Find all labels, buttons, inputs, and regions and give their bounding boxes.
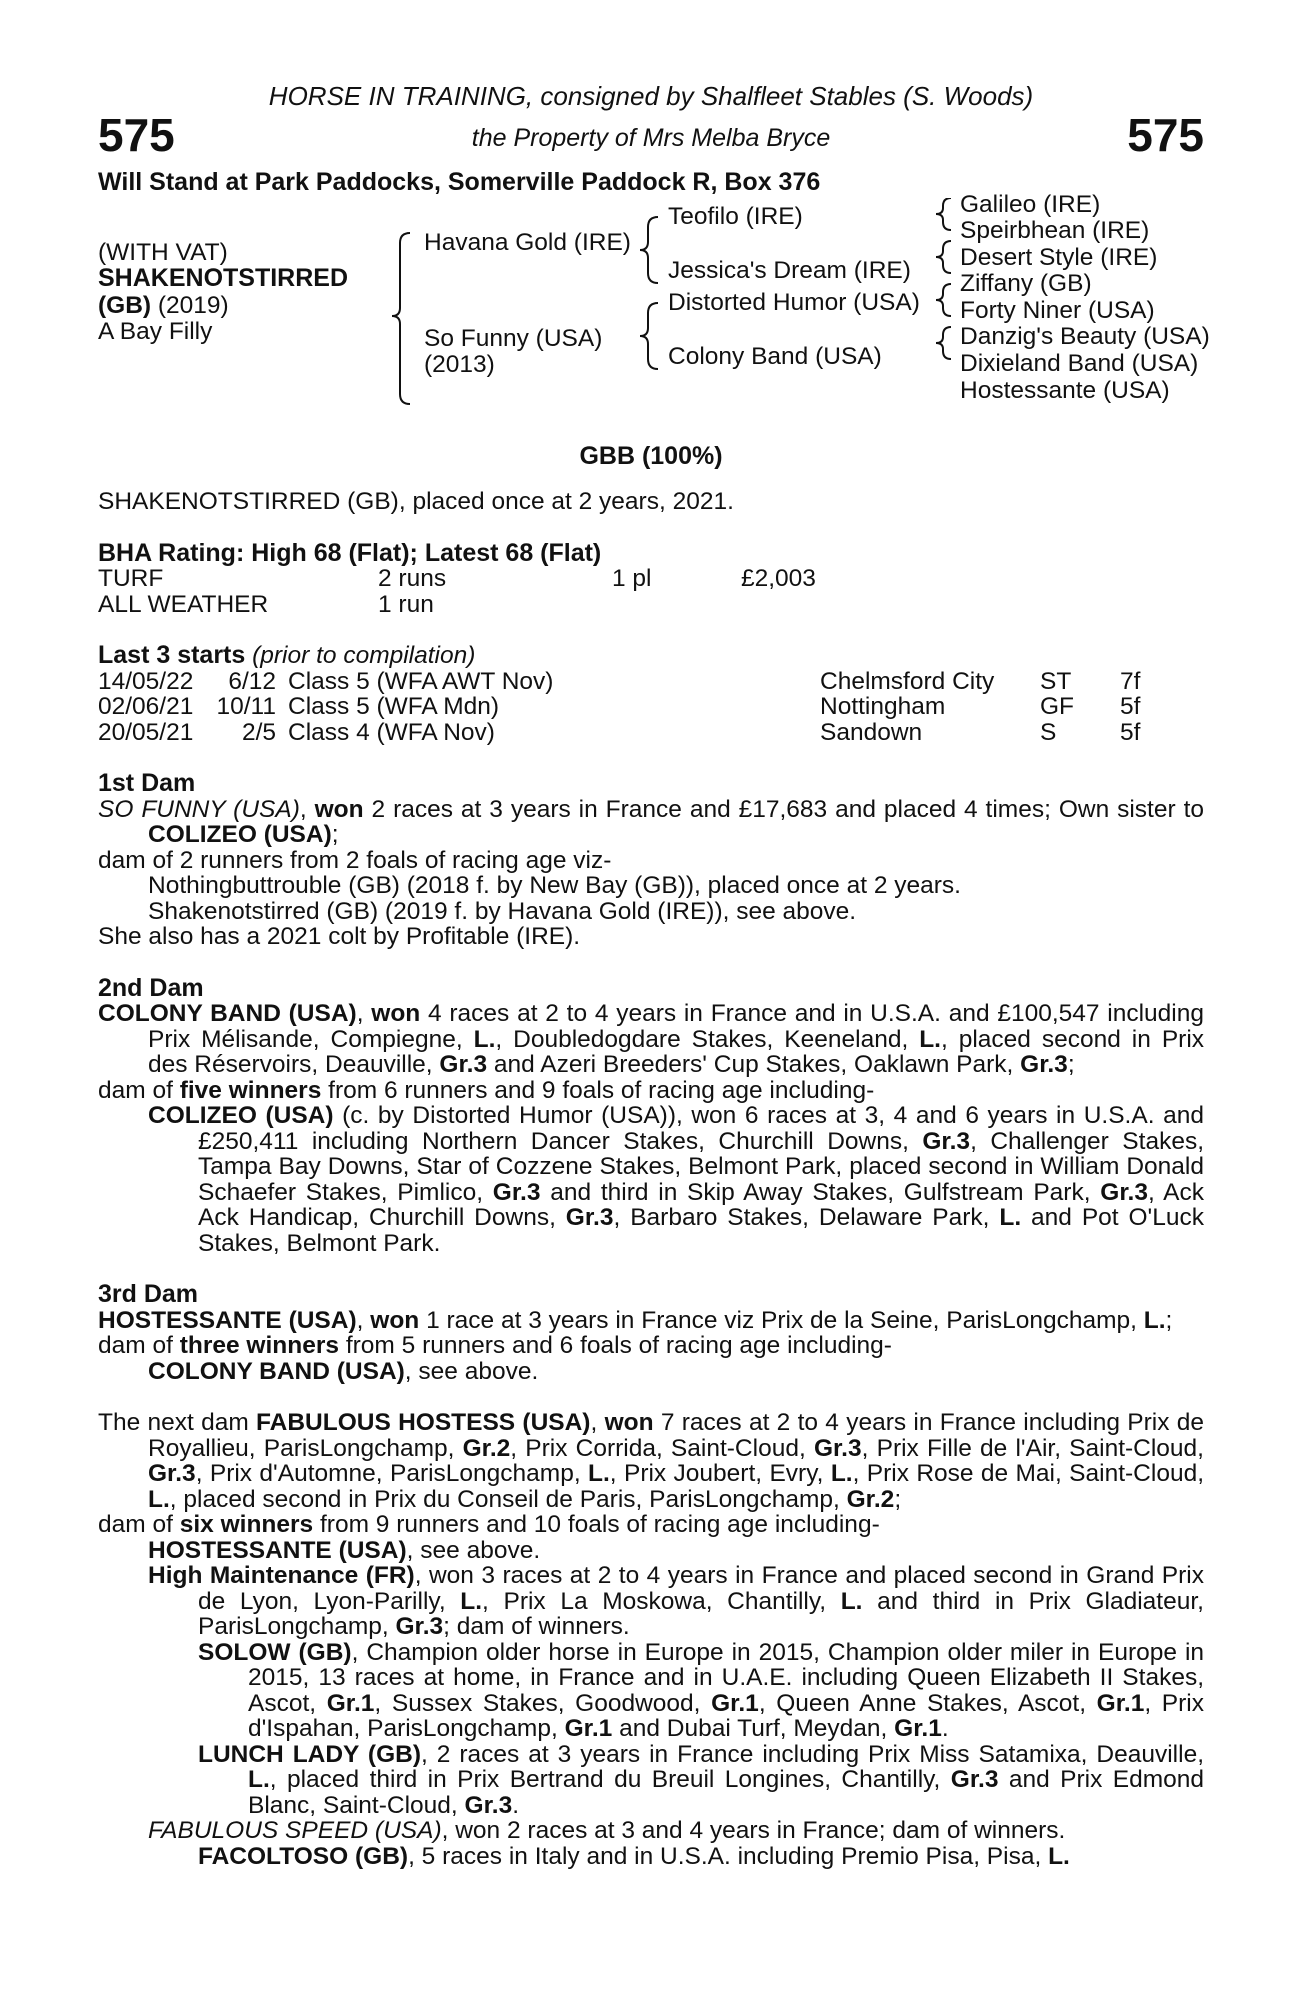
lot-header (98, 78, 1204, 161)
record-text: 4 races at 2 to 4 years in France and in U.S.A. and £100,547 including Prix Mélisande, Compiegne, (148, 1000, 1204, 1053)
progeny-name: FABULOUS SPEED (USA) (148, 1817, 442, 1844)
rating-surface: ALL WEATHER (98, 590, 269, 618)
grade-L: L. (1143, 1306, 1166, 1334)
colizeo-record (98, 1103, 1204, 1256)
record-text: ; dam of winners. (443, 1613, 630, 1640)
grade-3: Gr.3 (1020, 1051, 1068, 1078)
foals-text: from 5 runners and 6 foals of racing age including- (339, 1332, 892, 1359)
record-text: and third in Skip Away Stakes, Gulfstream Park, (540, 1178, 1101, 1206)
start-date: 20/05/21 (98, 718, 194, 746)
third-dam-heading: 3rd Dam (98, 1280, 199, 1308)
winners-count: six winners (179, 1511, 314, 1538)
horse-year: (2019) (157, 291, 229, 319)
start-date: 02/06/21 (98, 693, 194, 720)
grade-L: L. (999, 1204, 1022, 1231)
record-text: , Sussex Stakes, Goodwood, (374, 1689, 712, 1717)
record-text: , Prix Corrida, Saint-Cloud, (510, 1434, 814, 1462)
start-position: 10/11 (216, 693, 276, 720)
record-text: , won 2 races at 3 and 4 years in France; dam of winners. (441, 1817, 1066, 1844)
foals-text: from 9 runners and 10 foals of racing age including- (313, 1511, 880, 1538)
progeny-name: LUNCH LADY (GB) (198, 1740, 421, 1768)
sister-name: COLIZEO (USA) (148, 821, 332, 848)
grandparent-6: Danzig's Beauty (USA) (960, 322, 1210, 350)
progeny-name: SOLOW (GB) (198, 1638, 352, 1666)
first-dam-text: 2 races at 3 years in France and £17,683 and placed 4 times; Own sister to (363, 795, 1204, 823)
start-race: Class 5 (WFA Mdn) (288, 693, 500, 720)
next-dam-progeny-hostessante (98, 1538, 1204, 1564)
won-label: won (371, 1000, 421, 1027)
winners-count: five winners (179, 1076, 322, 1104)
progeny-name: High Maintenance (FR) (148, 1562, 415, 1589)
third-dam-progeny (98, 1359, 1204, 1385)
dam-dam: Colony Band (USA) (668, 342, 882, 370)
record-text: , Challenger Stakes, Tampa Bay Downs, Star of Cozzene Stakes, Belmont Park, placed second in William Donald Schaefer Stakes, Pimlico, (198, 1127, 1205, 1206)
rating-row (98, 592, 1204, 618)
record-text: , see above. (406, 1536, 541, 1564)
record-text: , Prix Fille de l'Air, Saint-Cloud, (861, 1434, 1204, 1462)
grade-L: L. (840, 1587, 863, 1615)
high-maintenance-record (98, 1563, 1204, 1640)
second-dam-foals (98, 1078, 1204, 1104)
record-text: , Ack Ack Handicap, Churchill Downs, (198, 1178, 1205, 1231)
next-dam-intro: The next dam (98, 1409, 257, 1436)
horse-name: SHAKENOTSTIRRED (98, 263, 349, 292)
grade-1: Gr.1 (564, 1715, 613, 1742)
gbb-rating: GBB (100%) (579, 441, 723, 470)
horse-country-year (98, 293, 229, 319)
sire-dam: Jessica's Dream (IRE) (668, 256, 911, 284)
record-text: , won 3 races at 2 to 4 years in France and placed second in Grand Prix de Lyon, Lyon-Parilly, (198, 1562, 1204, 1615)
start-distance: 5f (1120, 718, 1141, 746)
rating-row (98, 566, 1204, 592)
third-dam-name: HOSTESSANTE (USA) (98, 1306, 357, 1334)
grade-3: Gr.3 (950, 1766, 999, 1793)
grade-3: Gr.3 (439, 1051, 488, 1078)
horse-description: A Bay Filly (98, 317, 213, 345)
grade-L: L. (248, 1766, 270, 1793)
record-text: , Barbaro Stakes, Delaware Park, (613, 1204, 1000, 1231)
record-text: , Prix La Moskowa, Chantilly, (482, 1587, 841, 1615)
start-race: Class 4 (WFA Nov) (288, 718, 495, 746)
record-text: 7 races at 2 to 4 years in France including Prix de Royallieu, ParisLongchamp, (148, 1409, 1204, 1462)
grade-3: Gr.3 (813, 1434, 862, 1462)
record-text: 1 race at 3 years in France viz Prix de la Seine, ParisLongchamp, (419, 1306, 1144, 1334)
lot-number-right: 575 (1127, 109, 1204, 161)
record-text: ; (894, 1485, 902, 1513)
dam-of-label: dam of (98, 1332, 180, 1359)
rating-surface: TURF (98, 565, 164, 592)
record-text: , Prix d'Automne, ParisLongchamp, (195, 1460, 589, 1487)
dam-of-label: dam of (98, 1511, 180, 1538)
progeny-name: COLONY BAND (USA) (148, 1357, 405, 1385)
start-going: S (1040, 718, 1057, 746)
also-has-note: She also has a 2021 colt by Profitable (IRE). (98, 923, 581, 950)
grade-3: Gr.3 (492, 1178, 541, 1206)
grandparent-8: Hostessante (USA) (960, 376, 1170, 404)
dam-sire: Distorted Humor (USA) (668, 288, 920, 316)
record-text: , Queen Anne Stakes, Ascot, (758, 1689, 1097, 1717)
lot-number-left: 575 (98, 109, 175, 161)
grade-L: L. (473, 1025, 496, 1053)
grade-3: Gr.3 (464, 1791, 513, 1819)
consignor-line: HORSE IN TRAINING, consigned by Shalfleet Stables (S. Woods) (268, 81, 1034, 111)
winners-count: three winners (179, 1332, 340, 1359)
record-text: (c. by Distorted Humor (USA)), won 6 races at 3, 4 and 6 years in U.S.A. and £250,411 including Northern Dancer Stakes, Churchill Downs, (198, 1102, 1204, 1155)
grandparent-7: Dixieland Band (USA) (960, 349, 1199, 377)
progeny-name: HOSTESSANTE (USA) (148, 1536, 407, 1564)
start-date: 14/05/22 (98, 667, 194, 695)
grade-3: Gr.3 (395, 1613, 444, 1640)
start-row (98, 669, 1204, 695)
start-position: 6/12 (228, 667, 276, 695)
next-dam-foals (98, 1512, 1204, 1538)
record-text: , Prix Rose de Mai, Saint-Cloud, (852, 1460, 1205, 1487)
sire: Havana Gold (IRE) (424, 228, 631, 256)
record-text: , Prix Joubert, Evry, (609, 1460, 831, 1487)
start-row (98, 694, 1204, 720)
start-going: GF (1040, 693, 1075, 720)
record-text: , Doubledogdare Stakes, Keeneland, (495, 1025, 920, 1053)
record-text: and Azeri Breeders' Cup Stakes, Oaklawn Park, (487, 1051, 1021, 1078)
second-dam-record: COLONY BAND (USA), won 4 races at 2 to 4 years in France and in U.S.A. and £100,547 including Prix Mélisande, Compiegne, L., Doubledogdare Stakes, Keeneland, L., placed second in Prix des Réservoirs, Deauville, Gr.3 and Azeri Breeders' Cup Stakes, Oaklawn Park, Gr.3; (98, 1000, 1205, 1078)
grandparent-1: Galileo (IRE) (960, 190, 1101, 218)
stand-location: Will Stand at Park Paddocks, Somerville Paddock R, Box 376 (98, 168, 821, 196)
horse-country: (GB) (98, 291, 152, 319)
second-dam-heading: 2nd Dam (98, 973, 204, 1002)
record-text: . (941, 1715, 949, 1742)
grade-1: Gr.1 (1096, 1689, 1145, 1717)
grade-3: Gr.3 (922, 1127, 971, 1155)
foals-text: from 6 runners and 9 foals of racing age including- (321, 1076, 875, 1104)
won-label: won (314, 795, 364, 823)
first-dam-foals: dam of 2 runners from 2 foals of racing age viz- (98, 846, 612, 874)
won-label: won (370, 1306, 420, 1334)
start-row (98, 720, 1204, 746)
grandparent-3: Desert Style (IRE) (960, 243, 1158, 271)
race-summary: SHAKENOTSTIRRED (GB), placed once at 2 years, 2021. (98, 488, 734, 515)
grade-L: L. (460, 1587, 483, 1615)
grade-3: Gr.3 (1100, 1178, 1148, 1206)
rating-runs: 1 run (378, 590, 434, 618)
second-dam-name: COLONY BAND (USA) (98, 1000, 357, 1027)
grade-L: L. (830, 1460, 853, 1487)
sire-sire: Teofilo (IRE) (668, 202, 803, 230)
start-position: 2/5 (241, 718, 276, 746)
grade-L: L. (588, 1460, 610, 1487)
record-text: and Dubai Turf, Meydan, (612, 1715, 895, 1742)
catalogue-page (98, 78, 1210, 1870)
grade-3: Gr.3 (565, 1204, 614, 1231)
record-text: , Prix d'Ispahan, ParisLongchamp, (248, 1689, 1204, 1742)
progeny-item: Shakenotstirred (GB) (2019 f. by Havana Gold (IRE)), see above. (148, 897, 857, 925)
last-starts-note: (prior to compilation) (252, 642, 476, 669)
grade-2: Gr.2 (846, 1485, 895, 1513)
pedigree-table (98, 190, 1210, 434)
first-dam-text-end: ; (331, 821, 339, 848)
last-starts-heading (98, 643, 1204, 669)
next-dam-name: FABULOUS HOSTESS (USA) (256, 1409, 591, 1436)
record-text: , placed third in Prix Bertrand du Breuil Longines, Chantilly, (269, 1766, 951, 1793)
fabulous-speed-record (98, 1818, 1204, 1844)
record-text: , 2 races at 3 years in France including Prix Miss Satamixa, Deauville, (421, 1740, 1204, 1768)
property-line: the Property of Mrs Melba Bryce (471, 124, 831, 152)
grade-3: Gr.3 (148, 1460, 196, 1487)
record-text: and Prix Edmond Blanc, Saint-Cloud, (248, 1766, 1204, 1819)
won-label: won (604, 1409, 654, 1436)
first-dam-record: SO FUNNY (USA), won 2 races at 3 years in France and £17,683 and placed 4 times; Own sister to COLIZEO (USA); (98, 795, 1204, 848)
record-text: , see above. (404, 1357, 539, 1385)
rating-runs: 2 runs (378, 565, 447, 592)
dam: So Funny (USA) (424, 324, 603, 352)
solow-record (98, 1640, 1204, 1742)
start-course: Chelmsford City (820, 667, 995, 695)
record-text: and third in Prix Gladiateur, ParisLongchamp, (198, 1587, 1204, 1640)
progeny-item: Nothingbuttrouble (GB) (2018 f. by New Bay (GB)), placed once at 2 years. (148, 872, 961, 899)
grade-1: Gr.1 (326, 1689, 375, 1717)
start-distance: 7f (1120, 667, 1141, 695)
record-text: , Champion older horse in Europe in 2015, Champion older miler in Europe in 2015, 13 races at home, in France and in U.A.E. including Queen Elizabeth II Stakes, Ascot, (248, 1638, 1205, 1717)
grade-1: Gr.1 (711, 1689, 759, 1717)
grade-1: Gr.1 (894, 1715, 942, 1742)
first-dam-heading: 1st Dam (98, 769, 196, 797)
record-text: . (512, 1791, 520, 1819)
colizeo-name: COLIZEO (USA) (148, 1102, 334, 1129)
grandparent-4: Ziffany (GB) (960, 269, 1092, 297)
bha-rating-heading: BHA Rating: High 68 (Flat); Latest 68 (Flat) (98, 538, 602, 567)
grandparent-5: Forty Niner (USA) (960, 296, 1155, 324)
record-text: , placed second in Prix du Conseil de Paris, ParisLongchamp, (169, 1485, 847, 1513)
progeny-name: FACOLTOSO (GB) (198, 1842, 409, 1870)
grade-L: L. (1048, 1842, 1070, 1870)
rating-placed: 1 pl (612, 565, 652, 592)
third-dam-foals (98, 1333, 1204, 1359)
start-distance: 5f (1120, 693, 1141, 720)
vat-note: (WITH VAT) (98, 238, 228, 266)
last-starts-title: Last 3 starts (98, 641, 246, 669)
start-course: Nottingham (820, 693, 946, 720)
dam-year: (2013) (424, 350, 495, 378)
record-text: , placed second in Prix des Réservoirs, Deauville, (148, 1025, 1205, 1078)
lunch-lady-record (98, 1742, 1204, 1819)
dam-of-label: dam of (98, 1076, 180, 1104)
record-text: ; (1067, 1051, 1075, 1078)
grade-L: L. (148, 1485, 170, 1513)
grandparent-2: Speirbhean (IRE) (960, 216, 1150, 244)
start-race: Class 5 (WFA AWT Nov) (288, 667, 554, 695)
facoltoso-record (98, 1844, 1204, 1870)
record-text: and Pot O'Luck Stakes, Belmont Park. (198, 1204, 1204, 1257)
rating-prize: £2,003 (741, 565, 816, 592)
first-dam-name: SO FUNNY (USA) (98, 795, 300, 823)
grade-L: L. (919, 1025, 941, 1053)
next-dam-record: The next dam FABULOUS HOSTESS (USA), won 7 races at 2 to 4 years in France including Prix de Royallieu, ParisLongchamp, Gr.2, Prix Corrida, Saint-Cloud, Gr.3, Prix Fille de l'Air, Saint-Cloud, Gr.3, Prix d'Automne, ParisLongchamp, L., Prix Joubert, Evry, L., Prix Rose de Mai, Saint-Cloud, L., placed second in Prix du Conseil de Paris, ParisLongchamp, Gr.2; (98, 1409, 1205, 1513)
third-dam-record: HOSTESSANTE (USA), won 1 race at 3 years in France viz Prix de la Seine, ParisLongchamp, L.; (98, 1306, 1173, 1334)
record-text: ; (1165, 1306, 1173, 1334)
start-course: Sandown (820, 718, 923, 746)
grade-2: Gr.2 (462, 1434, 511, 1462)
record-text: , 5 races in Italy and in U.S.A. including Premio Pisa, Pisa, (408, 1842, 1049, 1870)
start-going: ST (1040, 667, 1072, 695)
